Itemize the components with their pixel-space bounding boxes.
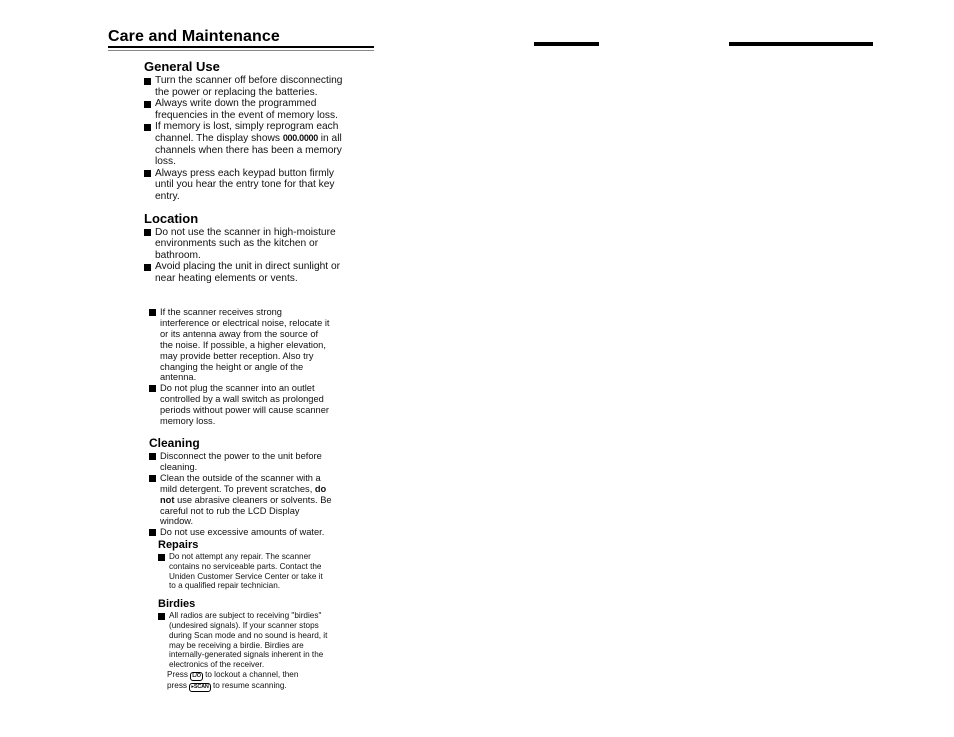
right-header-bar-long bbox=[729, 42, 873, 46]
scan-key-icon: ▸SCAN bbox=[191, 683, 209, 690]
list-item: Do not use excessive amounts of water. bbox=[149, 527, 333, 538]
location-list-small bbox=[149, 307, 333, 427]
birdies-heading: Birdies bbox=[158, 598, 196, 611]
cleaning-heading: Cleaning bbox=[149, 435, 200, 450]
title-underline bbox=[108, 46, 374, 48]
press-text: Press bbox=[167, 669, 188, 679]
location-heading: Location bbox=[144, 210, 199, 226]
list-item: Avoid placing the unit in direct sunlight or near heating elements or vents. bbox=[144, 261, 344, 284]
lockout-instruction bbox=[158, 670, 328, 681]
title-underline-thin bbox=[108, 50, 374, 51]
memory-display-code: 000.0000 bbox=[282, 132, 318, 143]
list-item: Disconnect the power to the unit before cleaning. bbox=[149, 451, 333, 473]
list-item: Do not attempt any repair. The scanner contains no serviceable parts. Contact the Uniden Customer Service Center or take it to a qualified repair technician. bbox=[158, 552, 328, 591]
memory-text-post: in all channels when there has been a memory loss. bbox=[155, 132, 342, 168]
general-use-heading: General Use bbox=[144, 59, 220, 74]
cleaning-text-post: use abrasive cleaners or solvents. Be careful not to rub the LCD Display window. bbox=[160, 494, 332, 527]
list-item: Do not plug the scanner into an outlet controlled by a wall switch as prolonged periods without power will cause scanner memory loss. bbox=[149, 383, 333, 427]
general-use-list bbox=[144, 75, 344, 203]
list-item: Always press each keypad button firmly until you hear the entry tone for that key entry. bbox=[144, 168, 344, 203]
list-item bbox=[149, 473, 333, 528]
cleaning-text-pre: Clean the outside of the scanner with a mild detergent. To prevent scratches, bbox=[160, 472, 321, 494]
repairs-birdies-section bbox=[158, 539, 328, 692]
location-list bbox=[144, 227, 344, 285]
list-item: Do not use the scanner in high-moisture environments such as the kitchen or bathroom. bbox=[144, 227, 344, 262]
location-more-section bbox=[149, 307, 333, 538]
list-item: Turn the scanner off before disconnecting the power or replacing the batteries. bbox=[144, 75, 344, 98]
list-item bbox=[144, 121, 344, 167]
general-use-section bbox=[144, 59, 344, 285]
list-item: All radios are subject to receiving "birdies" (undesired signals). If your scanner stops during Scan mode and no sound is heard, it may be receiving a birdie. Birdies are internally-generated signals inherent in the electronics of the receiver. bbox=[158, 611, 328, 670]
press-text: press bbox=[167, 680, 188, 690]
repairs-list bbox=[158, 552, 328, 591]
cleaning-list bbox=[149, 451, 333, 538]
memory-text-pre: If memory is lost, simply reprogram each channel. The display shows bbox=[155, 121, 339, 144]
scan-instruction bbox=[158, 681, 328, 692]
list-item: If the scanner receives strong interference or electrical noise, relocate it or its antenna away from the source of the noise. If possible, a higher elevation, may provide better reception. Also try changing the height or angle of the antenna. bbox=[149, 307, 333, 383]
repairs-heading: Repairs bbox=[158, 539, 199, 551]
lockout-key-icon: L/O bbox=[192, 672, 201, 679]
cleaning-emphasis: do not bbox=[160, 483, 327, 505]
right-header-bar-short bbox=[534, 42, 599, 46]
birdies-list bbox=[158, 611, 328, 670]
list-item: Always write down the programmed frequencies in the event of memory loss. bbox=[144, 98, 344, 121]
press-text: to resume scanning. bbox=[212, 680, 287, 690]
page-title: Care and Maintenance bbox=[108, 28, 280, 45]
press-text: to lockout a channel, then bbox=[205, 669, 299, 679]
